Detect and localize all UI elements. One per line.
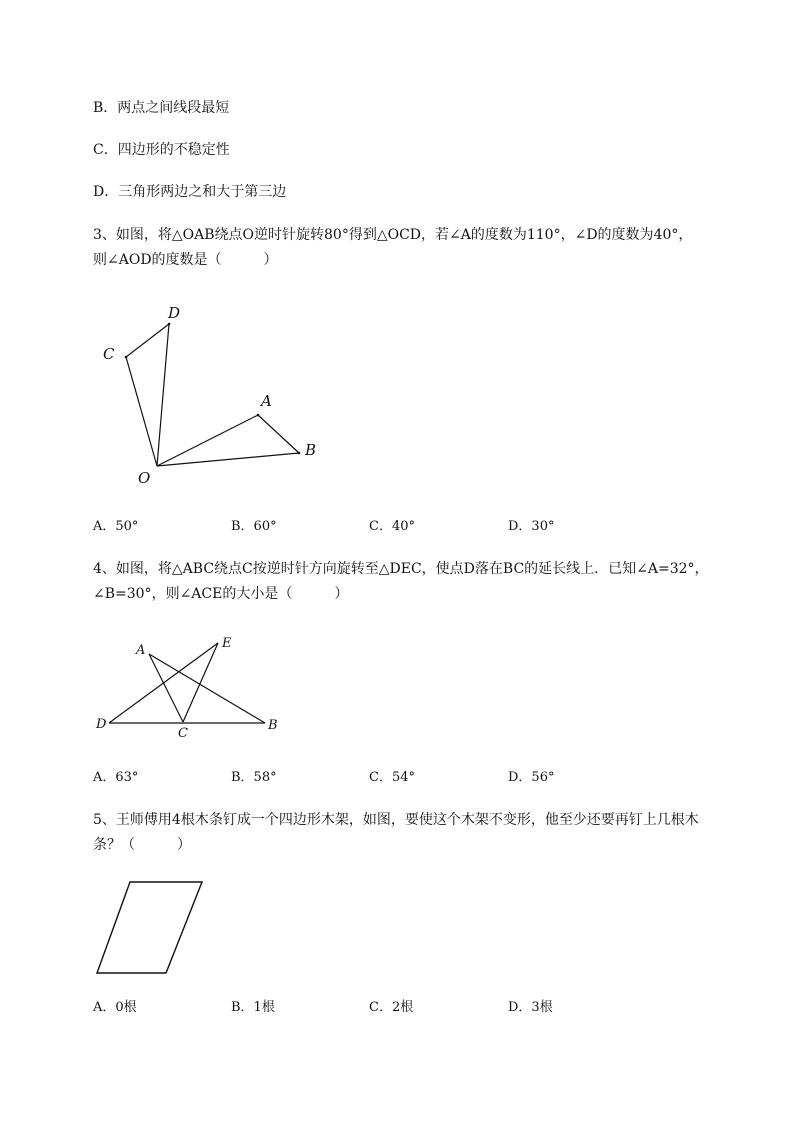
q3-label-d: D bbox=[168, 304, 181, 322]
q3-option-d: D．30° bbox=[508, 519, 555, 534]
q2-option-b: B．两点之间线段最短 bbox=[93, 100, 230, 116]
q4-stem-line2: ∠B=30°，则∠ACE的大小是（ ） bbox=[93, 586, 349, 602]
q3-option-c: C．40° bbox=[369, 519, 415, 534]
q5-option-c: C．2根 bbox=[369, 1000, 414, 1015]
q4-label-d: D bbox=[96, 717, 107, 732]
q5-stem-line1: 5、王师傅用4根木条钉成一个四边形木架，如图，要使这个木架不变形，他至少还要再钉上几根木 bbox=[93, 812, 699, 828]
q4-label-a: A bbox=[136, 643, 146, 658]
q3-stem-line1: 3、如图，将△OAB绕点O逆时针旋转80°得到△OCD，若∠A的度数为110°，∠D的度数为40°， bbox=[93, 227, 693, 243]
q4-label-b: B bbox=[268, 718, 278, 733]
q4-option-b: B．58° bbox=[231, 770, 277, 785]
q3-label-o: O bbox=[138, 469, 151, 487]
q3-label-b: B bbox=[305, 441, 317, 459]
q2-option-c: C．四边形的不稳定性 bbox=[93, 142, 230, 158]
q5-option-a: A．0根 bbox=[93, 1000, 137, 1015]
q2-option-d: D．三角形两边之和大于第三边 bbox=[93, 184, 287, 200]
q4-option-d: D．56° bbox=[508, 770, 555, 785]
q3-label-c: C bbox=[103, 345, 115, 363]
q4-option-a: A．63° bbox=[93, 770, 139, 785]
q5-quadrilateral-frame bbox=[97, 882, 202, 973]
q3-label-a: A bbox=[261, 392, 272, 410]
q4-label-c: C bbox=[178, 726, 188, 741]
q4-stem-line1: 4、如图，将△ABC绕点C按逆时针方向旋转至△DEC，使点D落在BC的延长线上．已知∠A=32°， bbox=[93, 561, 709, 577]
q3-stem-line2: 则∠AOD的度数是（ ） bbox=[93, 252, 278, 268]
q5-stem-line2: 条？（ ） bbox=[93, 837, 191, 853]
q3-option-a: A．50° bbox=[93, 519, 139, 534]
q5-option-b: B．1根 bbox=[231, 1000, 275, 1015]
q4-label-e: E bbox=[222, 636, 232, 651]
q4-option-c: C．54° bbox=[369, 770, 415, 785]
q5-option-d: D．3根 bbox=[508, 1000, 553, 1015]
q3-option-b: B．60° bbox=[231, 519, 277, 534]
